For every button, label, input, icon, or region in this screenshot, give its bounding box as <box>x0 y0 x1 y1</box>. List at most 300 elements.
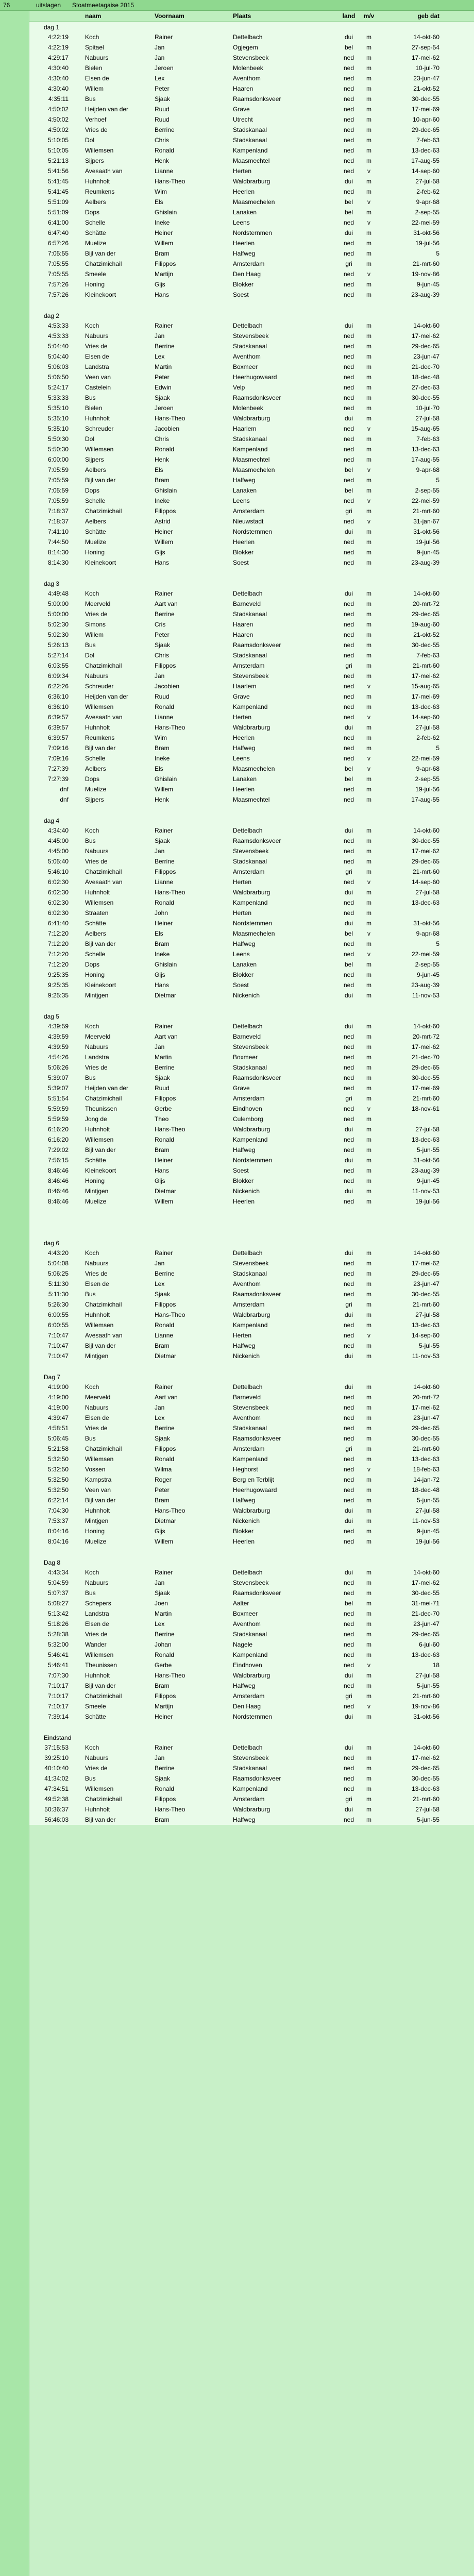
cell-plaats: Nickenich <box>233 1517 260 1524</box>
cell-naam: Wander <box>85 1641 107 1648</box>
table-row <box>29 145 474 156</box>
cell-land: dui <box>344 590 353 597</box>
cell-naam: Castelein <box>85 384 111 391</box>
cell-land: dui <box>344 827 353 834</box>
cell-mv: m <box>366 384 371 391</box>
cell-land: ned <box>343 1703 354 1710</box>
cell-plaats: Soest <box>233 291 249 298</box>
cell-land: gri <box>345 1795 352 1803</box>
cell-plaats: Stadskanaal <box>233 652 267 659</box>
cell-voornaam: Ronald <box>155 147 175 154</box>
cell-land: ned <box>343 456 354 463</box>
cell-geb-dat: 9-jun-45 <box>416 1528 439 1535</box>
cell-naam: Huhnholt <box>85 1311 110 1318</box>
day-label: dag 2 <box>44 312 60 319</box>
cell-voornaam: Filippos <box>155 507 176 515</box>
cell-geb-dat: 5-jul-55 <box>418 1342 439 1349</box>
sheet-tab[interactable]: uitslagen <box>36 2 61 9</box>
cell-geb-dat: 19-jul-56 <box>415 240 439 247</box>
cell-land: bel <box>344 961 353 968</box>
cell-mv: m <box>366 456 371 463</box>
table-row <box>29 331 474 341</box>
day-label: dag 4 <box>44 817 60 824</box>
cell-naam: Chatzimichail <box>85 1795 122 1803</box>
cell-tijd: 6:39:57 <box>47 724 69 731</box>
cell-land: bel <box>344 775 353 783</box>
cell-naam: Veen van <box>85 374 111 381</box>
cell-plaats: Amsterdam <box>233 1795 265 1803</box>
cell-geb-dat: 30-dec-55 <box>411 1291 439 1298</box>
table-row <box>29 1701 474 1711</box>
cell-tijd: 4:45:00 <box>47 848 69 855</box>
cell-mv: m <box>366 106 371 113</box>
cell-voornaam: Bram <box>155 940 170 947</box>
cell-land: dui <box>344 992 353 999</box>
table-row <box>29 362 474 372</box>
cell-mv: m <box>366 291 371 298</box>
cell-voornaam: Hans <box>155 1167 170 1174</box>
sheet-title: Stoatmeetagaise 2015 <box>72 2 134 9</box>
cell-plaats: Aventhom <box>233 75 261 82</box>
cell-plaats: Stadskanaal <box>233 435 267 443</box>
cell-land: ned <box>343 95 354 103</box>
cell-tijd: 6:03:55 <box>47 662 69 669</box>
table-row <box>29 1073 474 1083</box>
day-label-row <box>29 578 474 588</box>
cell-mv: m <box>366 868 371 875</box>
cell-mv: m <box>366 1651 371 1658</box>
cell-land: ned <box>343 1435 354 1442</box>
cell-voornaam: Edwin <box>155 384 172 391</box>
day-label: Dag 8 <box>44 1559 61 1566</box>
cell-tijd: 40:10:40 <box>44 1765 69 1772</box>
table-row <box>29 1351 474 1361</box>
cell-naam: Heijden van der <box>85 1084 129 1092</box>
cell-geb-dat: 22-mei-59 <box>411 755 439 762</box>
cell-geb-dat: 13-dec-63 <box>411 1785 439 1792</box>
cell-naam: Nabuurs <box>85 54 109 61</box>
cell-tijd: 5:06:25 <box>47 1270 69 1277</box>
cell-voornaam: Cris <box>155 621 166 628</box>
cell-naam: Vries de <box>85 1425 108 1432</box>
cell-land: ned <box>343 1476 354 1483</box>
cell-naam: Sijpers <box>85 157 104 164</box>
table-row <box>29 1083 474 1093</box>
cell-tijd: 5:32:50 <box>47 1455 69 1463</box>
cell-land: dui <box>344 33 353 41</box>
cell-land: ned <box>343 1198 354 1205</box>
cell-tijd: 7:05:55 <box>47 270 69 278</box>
cell-tijd: 4:19:00 <box>47 1383 69 1391</box>
table-row <box>29 238 474 248</box>
day-label-row <box>29 310 474 320</box>
cell-tijd: 6:00:55 <box>47 1321 69 1329</box>
cell-mv: m <box>366 1692 371 1700</box>
table-row <box>29 1042 474 1052</box>
table-row <box>29 733 474 743</box>
cell-naam: Koch <box>85 1383 99 1391</box>
cell-geb-dat: 23-aug-39 <box>411 559 439 566</box>
cell-mv: v <box>367 683 370 690</box>
cell-geb-dat: 27-jul-58 <box>415 1311 439 1318</box>
cell-geb-dat: 29-dec-65 <box>411 1270 439 1277</box>
cell-naam: Vries de <box>85 343 108 350</box>
cell-tijd: 4:35:11 <box>48 95 69 103</box>
cell-plaats: Nordsternmen <box>233 920 273 927</box>
cell-tijd: 7:05:59 <box>47 487 69 494</box>
cell-plaats: Nickenich <box>233 992 260 999</box>
cell-mv: m <box>366 1311 371 1318</box>
cell-naam: Honing <box>85 549 105 556</box>
cell-plaats: Herten <box>233 714 252 721</box>
cell-mv: m <box>366 1188 371 1195</box>
cell-plaats: Heerlen <box>233 786 255 793</box>
cell-mv: m <box>366 693 371 700</box>
table-row <box>29 413 474 423</box>
cell-mv: m <box>366 528 371 535</box>
cell-mv: m <box>366 1054 371 1061</box>
cell-voornaam: Wim <box>155 734 167 741</box>
spacer-row <box>29 1547 474 1557</box>
table-row <box>29 1031 474 1042</box>
cell-tijd: 5:13:42 <box>47 1610 69 1617</box>
cell-plaats: Halfweg <box>233 940 256 947</box>
cell-voornaam: Hans <box>155 291 170 298</box>
cell-tijd: 7:29:02 <box>47 1146 69 1154</box>
cell-land: bel <box>344 765 353 772</box>
cell-voornaam: Rainer <box>155 1569 173 1576</box>
cell-land: ned <box>343 384 354 391</box>
cell-mv: m <box>366 353 371 360</box>
cell-land: ned <box>343 518 354 525</box>
cell-plaats: Heerlen <box>233 1538 255 1545</box>
cell-land: gri <box>345 868 352 875</box>
cell-voornaam: Ronald <box>155 703 175 710</box>
cell-land: dui <box>344 1249 353 1257</box>
cell-voornaam: Martijn <box>155 270 174 278</box>
cell-geb-dat: 13-dec-63 <box>411 1455 439 1463</box>
cell-geb-dat: 27-jul-58 <box>415 1126 439 1133</box>
cell-geb-dat: 5-jun-55 <box>416 1146 439 1154</box>
cell-voornaam: Heiner <box>155 1713 173 1720</box>
cell-tijd: 7:27:39 <box>47 765 69 772</box>
cell-naam: Bijl van der <box>85 477 116 484</box>
cell-tijd: 5:41:56 <box>47 167 69 175</box>
cell-tijd: 7:12:20 <box>47 961 69 968</box>
cell-plaats: Raamsdonksveer <box>233 95 281 103</box>
cell-plaats: Lanaken <box>233 487 257 494</box>
table-row <box>29 702 474 712</box>
cell-land: ned <box>343 363 354 370</box>
table-row <box>29 372 474 382</box>
cell-mv: m <box>366 1775 371 1782</box>
cell-voornaam: Sjaak <box>155 1589 171 1597</box>
cell-plaats: Halfweg <box>233 1342 256 1349</box>
cell-tijd: 7:53:37 <box>47 1517 69 1524</box>
cell-voornaam: Bram <box>155 250 170 257</box>
cell-naam: Koch <box>85 827 99 834</box>
cell-plaats: Kampenland <box>233 1651 268 1658</box>
cell-tijd: 5:06:45 <box>47 1435 69 1442</box>
cell-mv: v <box>367 765 370 772</box>
cell-land: ned <box>343 1404 354 1411</box>
cell-naam: Bus <box>85 837 96 844</box>
cell-plaats: Dettelbach <box>233 1383 263 1391</box>
table-row <box>29 1505 474 1516</box>
cell-plaats: Eindhoven <box>233 1662 262 1669</box>
cell-naam: Bijl van der <box>85 744 116 752</box>
cell-geb-dat: 27-jul-58 <box>415 1507 439 1514</box>
cell-land: ned <box>343 559 354 566</box>
cell-plaats: Boxmeer <box>233 363 258 370</box>
cell-voornaam: Chris <box>155 652 170 659</box>
cell-geb-dat: 23-aug-39 <box>411 1167 439 1174</box>
cell-geb-dat: 9-jun-45 <box>416 971 439 978</box>
cell-plaats: Molenbeek <box>233 404 263 412</box>
cell-mv: m <box>366 1394 371 1401</box>
cell-naam: Dol <box>85 435 95 443</box>
cell-voornaam: Rainer <box>155 1023 173 1030</box>
cell-naam: Nabuurs <box>85 848 109 855</box>
cell-voornaam: Ineke <box>155 951 170 958</box>
cell-land: ned <box>343 1177 354 1184</box>
table-row <box>29 908 474 918</box>
cell-voornaam: Lex <box>155 1620 165 1628</box>
cell-mv: m <box>366 209 371 216</box>
cell-land: ned <box>343 1074 354 1081</box>
cell-geb-dat: 21-mrt-60 <box>412 260 439 267</box>
cell-mv: m <box>366 477 371 484</box>
cell-geb-dat: 27-sep-54 <box>411 44 439 51</box>
cell-mv: m <box>366 889 371 896</box>
cell-geb-dat: 21-mrt-60 <box>412 662 439 669</box>
table-row <box>29 114 474 125</box>
table-row <box>29 496 474 506</box>
cell-tijd: 49:52:38 <box>44 1795 69 1803</box>
cell-voornaam: Chris <box>155 435 170 443</box>
cell-plaats: Waldbrarburg <box>233 724 270 731</box>
cell-plaats: Aalter <box>233 1600 249 1607</box>
cell-land: ned <box>343 270 354 278</box>
cell-voornaam: Peter <box>155 374 170 381</box>
cell-mv: m <box>366 1589 371 1597</box>
cell-voornaam: Hans-Theo <box>155 889 185 896</box>
cell-plaats: Leens <box>233 219 250 226</box>
cell-tijd: 5:26:30 <box>47 1301 69 1308</box>
cell-tijd: 5:32:50 <box>47 1486 69 1494</box>
cell-geb-dat: 2-sep-55 <box>415 209 439 216</box>
cell-voornaam: Rainer <box>155 827 173 834</box>
cell-voornaam: Hans-Theo <box>155 1507 185 1514</box>
table-row <box>29 454 474 465</box>
cell-mv: m <box>366 1754 371 1761</box>
cell-voornaam: Rainer <box>155 33 173 41</box>
cell-voornaam: Ghislain <box>155 961 177 968</box>
cell-mv: m <box>366 1146 371 1154</box>
cell-plaats: Raamsdonksveer <box>233 1074 281 1081</box>
cell-voornaam: Martin <box>155 1610 172 1617</box>
cell-plaats: Dettelbach <box>233 322 263 329</box>
cell-geb-dat: 30-dec-55 <box>411 641 439 649</box>
results-body <box>29 22 474 1825</box>
cell-plaats: Dettelbach <box>233 1569 263 1576</box>
table-row <box>29 671 474 681</box>
cell-tijd: 5:35:10 <box>47 404 69 412</box>
cell-naam: Vossen <box>85 1466 106 1473</box>
cell-land: dui <box>344 1126 353 1133</box>
cell-geb-dat: 21-mrt-60 <box>412 1795 439 1803</box>
cell-naam: Huhnholt <box>85 889 110 896</box>
cell-land: ned <box>343 85 354 92</box>
cell-tijd: 5:59:59 <box>47 1115 69 1123</box>
cell-mv: m <box>366 415 371 422</box>
cell-voornaam: Rainer <box>155 1744 173 1751</box>
cell-naam: Kleinekoort <box>85 291 116 298</box>
cell-land: ned <box>343 1033 354 1040</box>
cell-geb-dat: 30-dec-55 <box>411 1589 439 1597</box>
table-row <box>29 856 474 867</box>
cell-geb-dat: 23-aug-39 <box>411 981 439 989</box>
cell-mv: m <box>366 1084 371 1092</box>
cell-land: ned <box>343 1291 354 1298</box>
table-row <box>29 722 474 733</box>
cell-land: ned <box>343 703 354 710</box>
cell-land: dui <box>344 889 353 896</box>
cell-voornaam: Els <box>155 930 163 937</box>
cell-naam: Huhnholt <box>85 1507 110 1514</box>
cell-geb-dat: 23-jun-47 <box>413 1280 439 1287</box>
cell-geb-dat: 17-mei-69 <box>411 106 439 113</box>
cell-plaats: Dettelbach <box>233 590 263 597</box>
cell-plaats: Boxmeer <box>233 1054 258 1061</box>
cell-land: gri <box>345 1445 352 1452</box>
cell-voornaam: Ronald <box>155 899 175 906</box>
cell-mv: m <box>366 1795 371 1803</box>
table-row <box>29 1691 474 1701</box>
cell-plaats: Stadskanaal <box>233 1765 267 1772</box>
cell-geb-dat: 18-dec-48 <box>411 374 439 381</box>
cell-voornaam: Johan <box>155 1641 172 1648</box>
cell-voornaam: Hans-Theo <box>155 415 185 422</box>
cell-mv: m <box>366 1414 371 1421</box>
cell-naam: Schelle <box>85 219 106 226</box>
table-row <box>29 279 474 290</box>
cell-plaats: Molenbeek <box>233 64 263 72</box>
cell-land: ned <box>343 786 354 793</box>
day-label: dag 3 <box>44 580 60 587</box>
cell-naam: Dol <box>85 652 95 659</box>
cell-mv: v <box>367 755 370 762</box>
cell-land: ned <box>343 1260 354 1267</box>
cell-geb-dat: 30-dec-55 <box>411 1775 439 1782</box>
table-row <box>29 423 474 434</box>
cell-tijd: 7:10:17 <box>47 1692 69 1700</box>
cell-tijd: 7:18:37 <box>47 507 69 515</box>
results-sheet <box>29 11 474 1825</box>
cell-plaats: Nagele <box>233 1641 253 1648</box>
cell-tijd: 6:02:30 <box>47 878 69 886</box>
cell-geb-dat: 14-okt-60 <box>413 1023 439 1030</box>
cell-naam: Koch <box>85 1744 99 1751</box>
cell-voornaam: Filippos <box>155 662 176 669</box>
cell-mv: v <box>367 1662 370 1669</box>
cell-tijd: 7:39:14 <box>47 1713 69 1720</box>
cell-tijd: 5:08:27 <box>47 1600 69 1607</box>
table-row <box>29 434 474 444</box>
cell-mv: m <box>366 549 371 556</box>
cell-naam: Aelbers <box>85 930 106 937</box>
cell-land: ned <box>343 858 354 865</box>
cell-land: bel <box>344 930 353 937</box>
cell-mv: m <box>366 1455 371 1463</box>
table-row <box>29 774 474 784</box>
cell-voornaam: Martijn <box>155 1703 174 1710</box>
cell-geb-dat: 27-jul-58 <box>415 415 439 422</box>
cell-mv: m <box>366 332 371 340</box>
cell-land: ned <box>343 641 354 649</box>
cell-mv: m <box>366 1620 371 1628</box>
cell-voornaam: Sjaak <box>155 95 171 103</box>
cell-tijd: 4:22:19 <box>47 33 69 41</box>
cell-geb-dat: 6-jul-60 <box>418 1641 439 1648</box>
cell-mv: v <box>367 1466 370 1473</box>
cell-land: ned <box>343 1455 354 1463</box>
cell-land: ned <box>343 1579 354 1586</box>
cell-tijd: dnf <box>60 796 69 803</box>
cell-plaats: Eindhoven <box>233 1105 262 1112</box>
cell-mv: m <box>366 621 371 628</box>
table-row <box>29 1289 474 1299</box>
cell-geb-dat: 31-okt-56 <box>413 1157 439 1164</box>
table-row <box>29 516 474 527</box>
cell-voornaam: Ronald <box>155 1321 175 1329</box>
cell-tijd: 6:39:57 <box>47 734 69 741</box>
cell-plaats: Stadskanaal <box>233 343 267 350</box>
cell-tijd: 5:00:00 <box>47 600 69 607</box>
cell-geb-dat: 17-mei-62 <box>411 848 439 855</box>
cell-land: ned <box>343 1662 354 1669</box>
cell-land: ned <box>343 971 354 978</box>
cell-geb-dat: 19-jul-56 <box>415 538 439 546</box>
cell-naam: Meerveld <box>85 1394 111 1401</box>
table-row <box>29 619 474 630</box>
cell-geb-dat: 17-mei-62 <box>411 1579 439 1586</box>
spacer-row <box>29 1217 474 1227</box>
cell-geb-dat: 14-okt-60 <box>413 1249 439 1257</box>
cell-mv: m <box>366 343 371 350</box>
table-row <box>29 1248 474 1258</box>
cell-land: ned <box>343 1105 354 1112</box>
cell-land: ned <box>343 1754 354 1761</box>
cell-naam: Smeele <box>85 270 106 278</box>
top-bar <box>0 0 474 11</box>
header-voornaam: Voornaam <box>155 12 184 20</box>
cell-naam: Bijl van der <box>85 1497 116 1504</box>
cell-naam: Elsen de <box>85 1620 109 1628</box>
cell-tijd: 7:07:30 <box>47 1672 69 1679</box>
cell-naam: Schepers <box>85 1600 111 1607</box>
cell-geb-dat: 29-dec-65 <box>411 1765 439 1772</box>
cell-plaats: Waldbrarburg <box>233 1806 270 1813</box>
cell-land: ned <box>343 54 354 61</box>
cell-naam: Bielen <box>85 64 103 72</box>
cell-naam: Willemsen <box>85 147 114 154</box>
cell-tijd: 5:50:30 <box>47 435 69 443</box>
cell-land: ned <box>343 137 354 144</box>
cell-geb-dat: 23-jun-47 <box>413 1620 439 1628</box>
cell-plaats: Kampenland <box>233 446 268 453</box>
cell-voornaam: Rainer <box>155 1249 173 1257</box>
